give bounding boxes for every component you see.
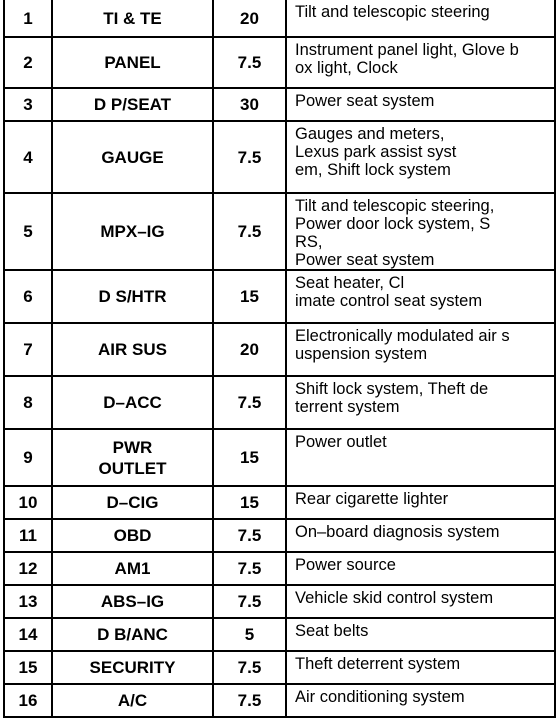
fuse-table [3, 0, 556, 718]
fuse-name: PWR OUTLET [52, 429, 213, 486]
fuse-ampere: 30 [213, 88, 286, 121]
fuse-circuit: Tilt and telescopic steering [286, 0, 555, 37]
fuse-number: 10 [4, 486, 52, 519]
table-row [4, 519, 555, 552]
table-row [4, 270, 555, 323]
fuse-name: D–CIG [52, 486, 213, 519]
fuse-circuit: On–board diagnosis system [286, 519, 555, 552]
fuse-number: 1 [4, 0, 52, 37]
fuse-circuit: Vehicle skid control system [286, 585, 555, 618]
fuse-ampere: 15 [213, 429, 286, 486]
fuse-name: MPX–IG [52, 193, 213, 270]
fuse-circuit: Shift lock system, Theft de terrent system [286, 376, 555, 429]
fuse-ampere: 15 [213, 270, 286, 323]
fuse-name: SECURITY [52, 651, 213, 684]
fuse-name: PANEL [52, 37, 213, 88]
fuse-name: A/C [52, 684, 213, 717]
table-row [4, 684, 555, 717]
fuse-ampere: 7.5 [213, 519, 286, 552]
fuse-number: 3 [4, 88, 52, 121]
fuse-ampere: 7.5 [213, 376, 286, 429]
table-row [4, 193, 555, 270]
fuse-number: 11 [4, 519, 52, 552]
fuse-circuit: Rear cigarette lighter [286, 486, 555, 519]
fuse-ampere: 7.5 [213, 193, 286, 270]
fuse-number: 14 [4, 618, 52, 651]
fuse-name: D–ACC [52, 376, 213, 429]
fuse-circuit: Power outlet [286, 429, 555, 486]
fuse-ampere: 7.5 [213, 37, 286, 88]
fuse-circuit: Instrument panel light, Glove b ox light, Clock [286, 37, 555, 88]
fuse-number: 6 [4, 270, 52, 323]
fuse-name: AIR SUS [52, 323, 213, 376]
table-row [4, 0, 555, 37]
fuse-circuit: Tilt and telescopic steering, Power door lock system, S RS, Power seat system [286, 193, 555, 270]
fuse-number: 2 [4, 37, 52, 88]
table-row [4, 121, 555, 193]
fuse-ampere: 7.5 [213, 552, 286, 585]
table-row [4, 651, 555, 684]
fuse-name: D P/SEAT [52, 88, 213, 121]
fuse-circuit: Power seat system [286, 88, 555, 121]
fuse-ampere: 5 [213, 618, 286, 651]
fuse-number: 5 [4, 193, 52, 270]
fuse-number: 8 [4, 376, 52, 429]
fuse-circuit: Theft deterrent system [286, 651, 555, 684]
fuse-name: D B/ANC [52, 618, 213, 651]
fuse-circuit: Power source [286, 552, 555, 585]
table-row [4, 376, 555, 429]
fuse-ampere: 7.5 [213, 121, 286, 193]
fuse-name: AM1 [52, 552, 213, 585]
fuse-ampere: 7.5 [213, 684, 286, 717]
table-row [4, 323, 555, 376]
fuse-ampere: 20 [213, 323, 286, 376]
fuse-name: ABS–IG [52, 585, 213, 618]
fuse-name: OBD [52, 519, 213, 552]
table-row [4, 585, 555, 618]
fuse-name: TI & TE [52, 0, 213, 37]
fuse-ampere: 15 [213, 486, 286, 519]
fuse-circuit: Electronically modulated air s uspension system [286, 323, 555, 376]
table-row [4, 37, 555, 88]
table-row [4, 88, 555, 121]
fuse-name: GAUGE [52, 121, 213, 193]
fuse-name: D S/HTR [52, 270, 213, 323]
fuse-circuit: Seat heater, Cl imate control seat system [286, 270, 555, 323]
fuse-number: 15 [4, 651, 52, 684]
fuse-number: 16 [4, 684, 52, 717]
fuse-circuit: Seat belts [286, 618, 555, 651]
fuse-circuit: Air conditioning system [286, 684, 555, 717]
fuse-number: 7 [4, 323, 52, 376]
table-row [4, 429, 555, 486]
table-row [4, 618, 555, 651]
table-row [4, 552, 555, 585]
fuse-number: 13 [4, 585, 52, 618]
fuse-circuit: Gauges and meters, Lexus park assist syst em, Shift lock system [286, 121, 555, 193]
fuse-ampere: 7.5 [213, 585, 286, 618]
fuse-number: 9 [4, 429, 52, 486]
fuse-number: 4 [4, 121, 52, 193]
table-row [4, 486, 555, 519]
fuse-number: 12 [4, 552, 52, 585]
fuse-ampere: 7.5 [213, 651, 286, 684]
fuse-ampere: 20 [213, 0, 286, 37]
